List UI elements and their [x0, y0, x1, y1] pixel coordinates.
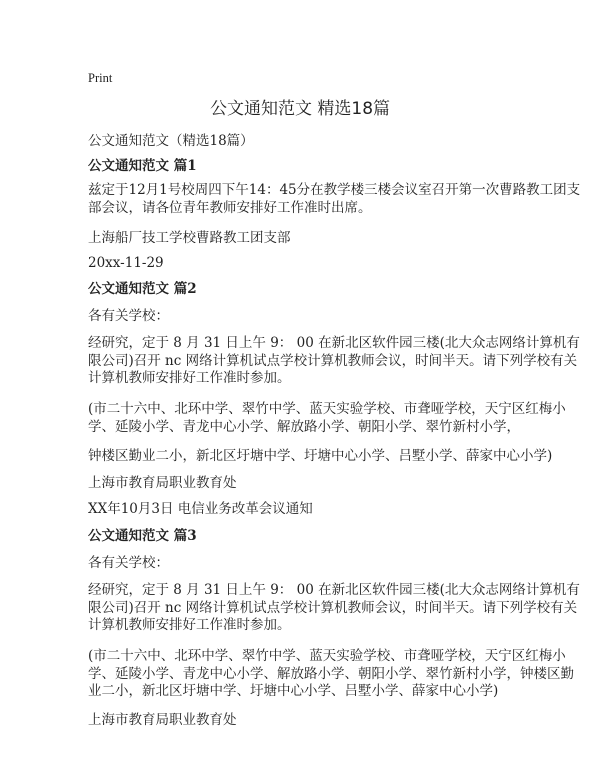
paragraph-line: XX年10月3日 电信业务改革会议通知 — [88, 501, 313, 517]
section-heading: 公文通知范文 篇3 — [88, 528, 197, 544]
paragraph — [88, 230, 528, 248]
paragraph — [88, 648, 574, 701]
paragraph — [88, 308, 528, 326]
paragraph-line: 20xx-11-29 — [88, 255, 164, 271]
paragraph-line: 限公司)召开 nc 网络计算机试点学校计算机教师会议，时间半天。请下列学校有关 — [88, 599, 578, 616]
paragraph — [88, 255, 528, 273]
paragraph — [88, 448, 553, 466]
paragraph — [88, 182, 581, 217]
paragraph — [88, 712, 528, 730]
paragraph-line: 部会议，请各位青年教师安排好工作准时出席。 — [88, 199, 372, 216]
paragraph — [88, 555, 528, 573]
paragraph — [88, 335, 580, 388]
paragraph-line: 兹定于12月1号校周四下午14：45分在教学楼三楼会议室召开第一次曹路教工团支 — [88, 182, 581, 198]
paragraph — [88, 401, 566, 436]
paragraph-line: 钟楼区勤业二小，新北区圩塘中学、圩塘中心小学、吕墅小学、薛家中心小学) — [88, 448, 553, 464]
page-title: 公文通知范文 精选18篇 — [209, 99, 391, 119]
paragraph-line: (市二十六中、北环中学、翠竹中学、蓝天实验学校、市聋哑学校，天宁区红梅小 — [88, 401, 566, 417]
paragraph-line: 上海市教育局职业教育处 — [88, 475, 237, 491]
paragraph-line: 计算机教师安排好工作准时参加。 — [88, 617, 291, 633]
paragraph — [88, 475, 528, 493]
paragraph — [88, 501, 528, 519]
section-heading: 公文通知范文 篇1 — [88, 158, 197, 174]
section-heading: 公文通知范文 篇2 — [88, 281, 197, 297]
paragraph-line: 上海船厂技工学校曹路教工团支部 — [88, 230, 291, 246]
subtitle: 公文通知范文（精选18篇） — [88, 133, 254, 149]
paragraph-line: 学、延陵小学、青龙中心小学、解放路小学、朝阳小学、翠竹新村小学， — [88, 418, 520, 435]
paragraph-line: 各有关学校： — [88, 555, 169, 571]
paragraph-line: 限公司)召开 nc 网络计算机试点学校计算机教师会议，时间半天。请下列学校有关 — [88, 352, 578, 369]
paragraph-line: (市二十六中、北环中学、翠竹中学、蓝天实验学校、市聋哑学校，天宁区红梅小 — [88, 648, 566, 664]
paragraph-line: 业二小，新北区圩塘中学、圩塘中心小学、吕墅小学、薛家中心小学) — [88, 683, 499, 699]
paragraph-line: 各有关学校： — [88, 308, 169, 324]
paragraph-line: 学、延陵小学、青龙中心小学、解放路小学、朝阳小学、翠竹新村小学，钟楼区勤 — [88, 665, 574, 682]
print-label: Print — [88, 71, 113, 85]
paragraph-line: 计算机教师安排好工作准时参加。 — [88, 370, 291, 386]
paragraph-line: 上海市教育局职业教育处 — [88, 712, 237, 728]
paragraph-line: 经研究，定于 8 月 31 日上午 9： 00 在新北区软件园三楼(北大众志网络计算机有 — [88, 582, 580, 598]
paragraph-line: 经研究，定于 8 月 31 日上午 9： 00 在新北区软件园三楼(北大众志网络计算机有 — [88, 335, 580, 351]
paragraph — [88, 582, 580, 635]
